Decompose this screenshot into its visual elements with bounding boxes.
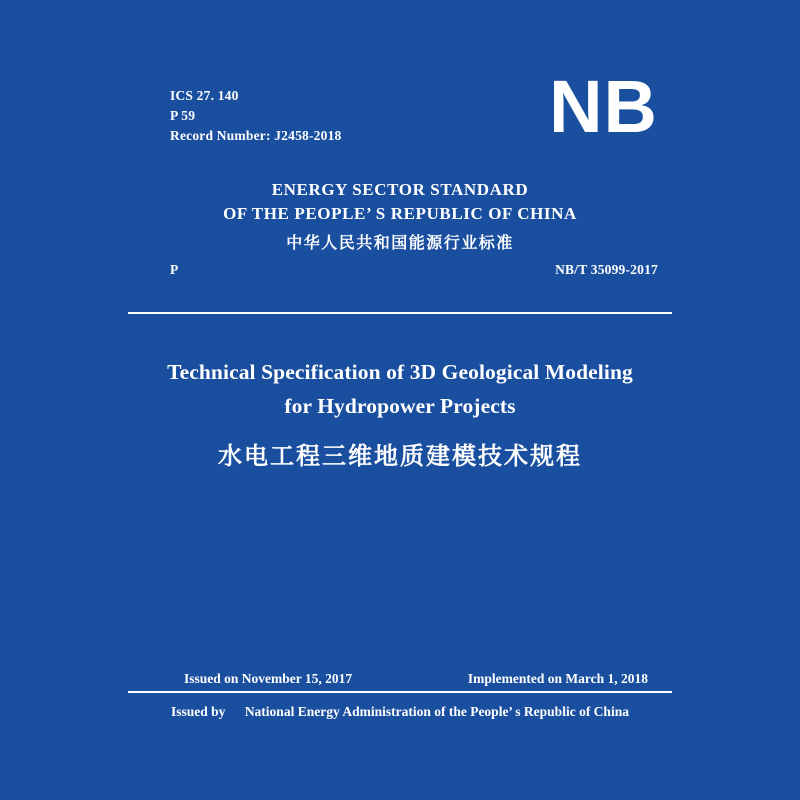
code-block	[170, 86, 341, 146]
standard-category: P	[170, 262, 179, 277]
org-line-cn: 中华人民共和国能源行业标准	[286, 235, 514, 252]
title-en-line-2: for Hydropower Projects	[284, 394, 516, 418]
title-cn: 水电工程三维地质建模技术规程	[218, 444, 582, 470]
divider-bottom	[128, 691, 672, 693]
org-line-en-1: ENERGY SECTOR STANDARD	[271, 180, 529, 199]
organization-block	[128, 178, 672, 258]
document-title	[128, 355, 672, 477]
issuer-row	[128, 702, 672, 722]
org-line-en-2: OF THE PEOPLE’ S REPUBLIC OF CHINA	[223, 204, 577, 223]
implemented-date: Implemented on March 1, 2018	[467, 671, 648, 686]
nb-logo: NB	[549, 65, 658, 148]
classification-code: P 59	[170, 108, 196, 123]
ics-code: ICS 27. 140	[170, 88, 239, 103]
issuer-name: National Energy Administration of the People’ s Republic of China	[244, 704, 629, 719]
title-en-line-1: Technical Specification of 3D Geological Modeling	[167, 360, 633, 384]
issued-date: Issued on November 15, 2017	[184, 671, 353, 686]
standard-number-row	[128, 262, 672, 284]
issued-by-label: Issued by	[171, 704, 226, 719]
standard-number: NB/T 35099-2017	[555, 262, 658, 277]
divider-top	[128, 312, 672, 314]
cover-header	[128, 65, 672, 178]
record-number: Record Number: J2458-2018	[170, 128, 342, 143]
date-row	[128, 671, 672, 691]
